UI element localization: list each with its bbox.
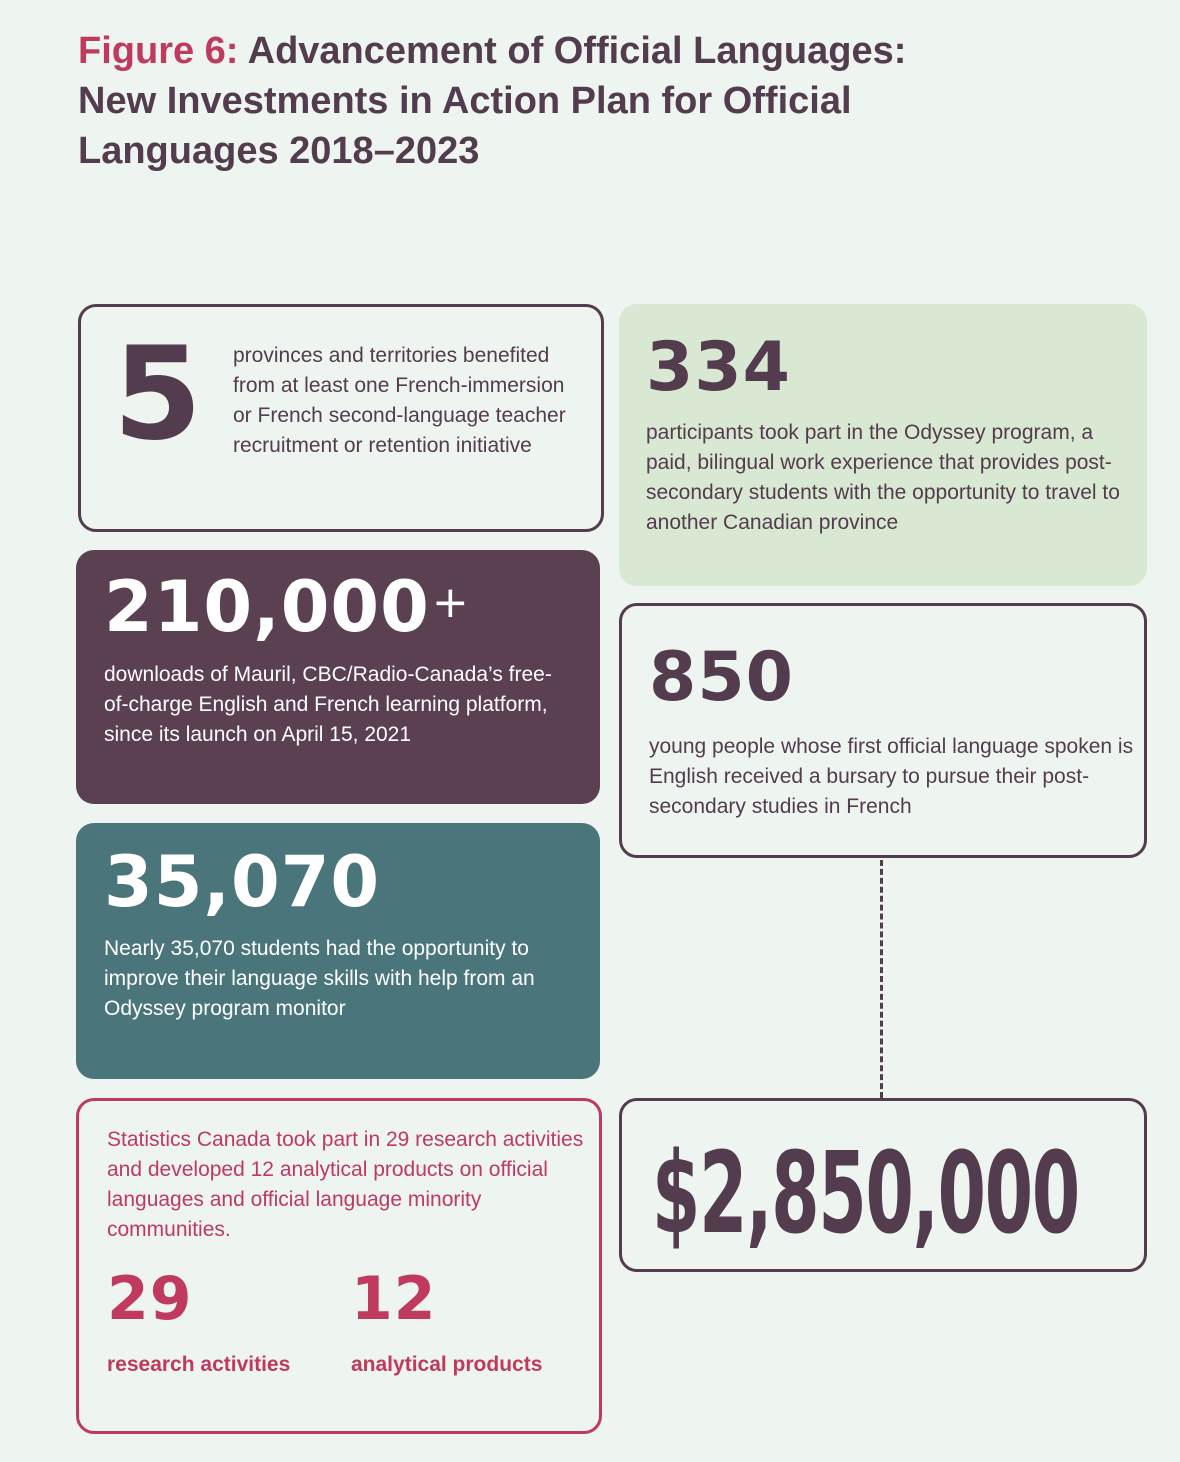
participants-stat-card [619, 304, 1147, 586]
statcan-stat-card [76, 1098, 602, 1434]
downloads-stat-card [76, 550, 600, 804]
bursary-total-card [619, 1098, 1147, 1272]
provinces-stat-number: 5 [113, 320, 204, 469]
students-stat-card [76, 823, 600, 1079]
participants-stat-text: participants took part in the Odyssey program, a paid, bilingual work experience that provides post-secondary students with the opportunity to travel to another Canadian province [646, 421, 1120, 534]
downloads-stat-number [104, 566, 470, 648]
students-stat-number: 35,070 [104, 841, 381, 923]
provinces-stat-card [78, 304, 604, 532]
dashed-connector-line [880, 860, 883, 1098]
figure-title-text: Advancement of Official Languages: New Investments in Action Plan for Official Languages 2018–2023 [78, 30, 907, 172]
bursary-total-amount: $2,850,000 [652, 1129, 1079, 1259]
research-activities-number: 29 [107, 1264, 193, 1334]
provinces-stat-text: provinces and territories benefited from at least one French-immersion or French second-language teacher recruitment or retention initiative [233, 344, 566, 457]
downloads-stat-text: downloads of Mauril, CBC/Radio-Canada’s free-of-charge English and French learning platform, since its launch on April 15, 2021 [104, 663, 552, 746]
students-stat-text: Nearly 35,070 students had the opportunity to improve their language skills with help from an Odyssey program monitor [104, 937, 535, 1020]
page-title [78, 26, 978, 176]
downloads-number-value: 210,000 [104, 566, 430, 648]
analytical-products-label: analytical products [351, 1353, 543, 1376]
analytical-products-number: 12 [351, 1264, 437, 1334]
research-activities-label: research activities [107, 1353, 291, 1376]
statcan-stat-text: Statistics Canada took part in 29 research activities and developed 12 analytical products on official languages and official language minority communities. [107, 1128, 584, 1241]
young-people-stat-number: 850 [649, 638, 794, 717]
plus-sign: + [431, 577, 470, 628]
figure-label: Figure 6: [78, 30, 239, 72]
young-people-stat-card [619, 603, 1147, 858]
young-people-stat-text: young people whose first official language spoken is English received a bursary to pursue their post-secondary studies in French [649, 735, 1134, 818]
participants-stat-number: 334 [646, 328, 791, 407]
